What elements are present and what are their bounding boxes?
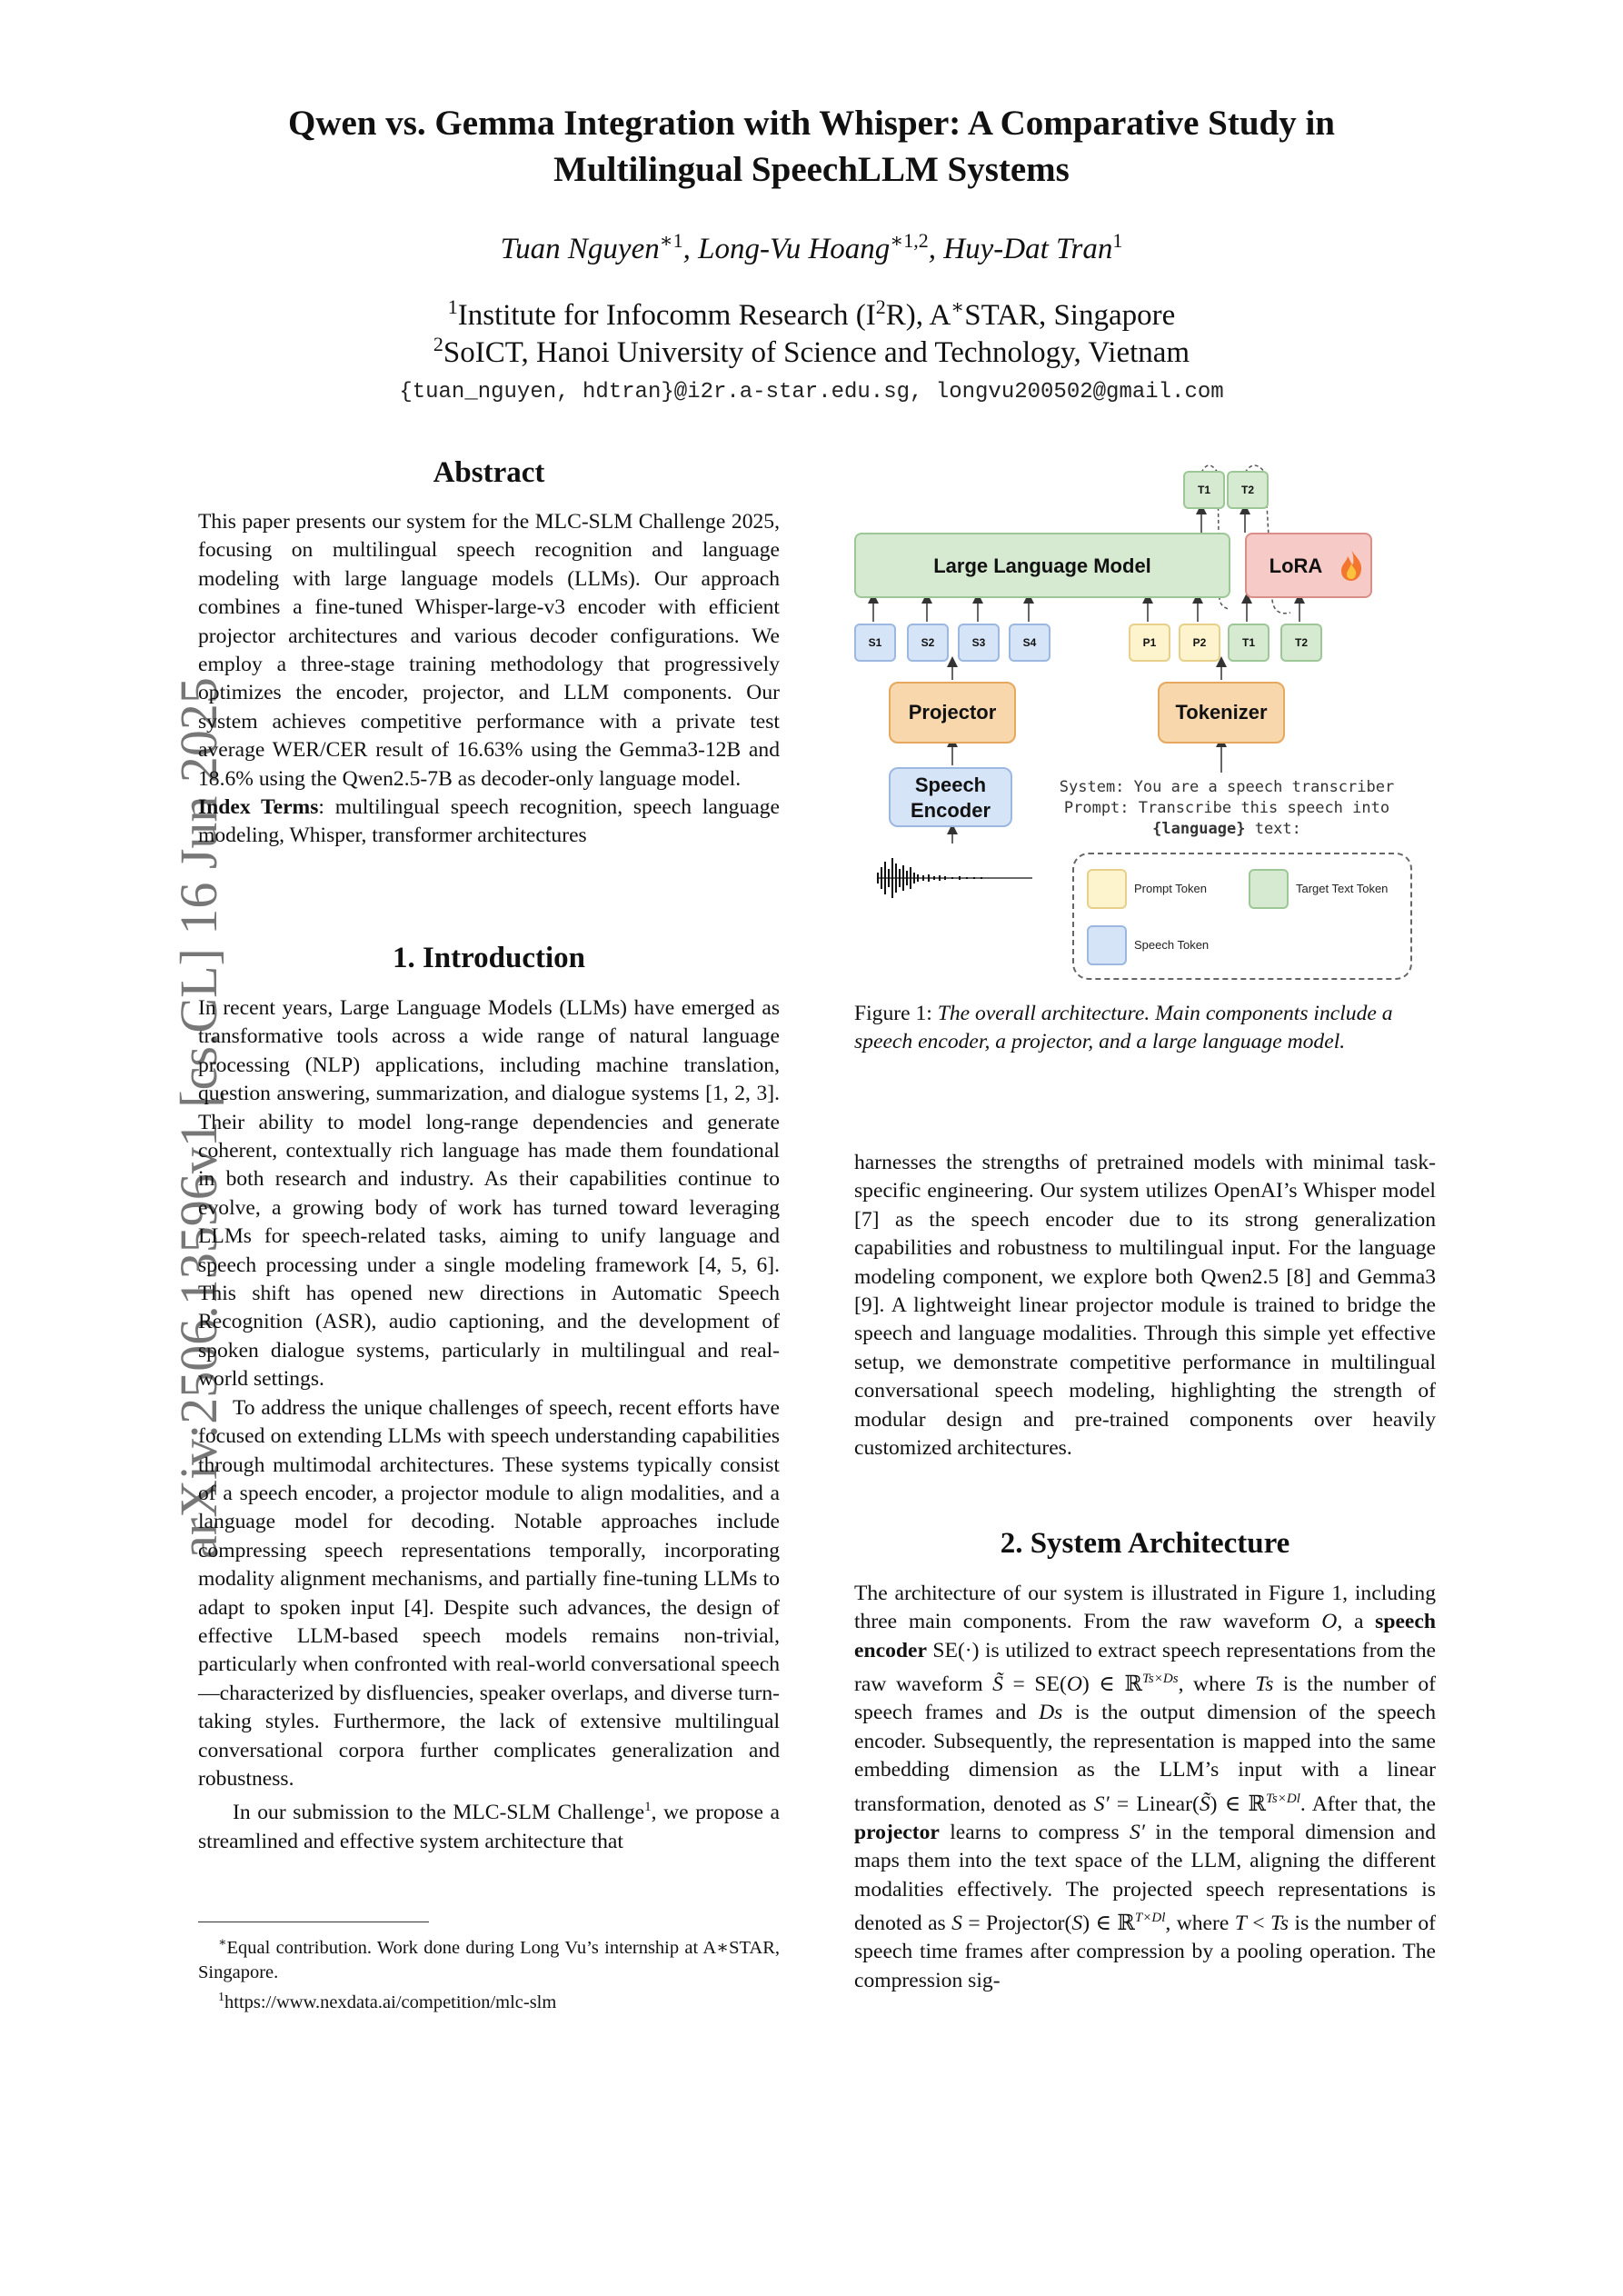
lora-label: LoRA xyxy=(1269,554,1323,577)
caption-text: The overall architecture. Main components include a speech encoder, a projector, and a large language model. xyxy=(854,1002,1393,1054)
arch-t18: is the number of speech time frames after compression by a pooling operation. The compression sig- xyxy=(854,1912,1436,1992)
abstract-text: This paper presents our system for the MLC-SLM Challenge 2025, focusing on multilingual speech recognition and language modeling with large language models (LLMs). Our approach combines a fine-tuned Whisper-large-v3 encoder with efficient projector architectures and various decoder configurations. We employ a three-stage training methodology that progressively optimizes the encoder, projector, and LLM components. Our system achieves competitive performance with a private test average WER/CER result of 16.63% using the Gemma3-12B and 18.6% using the Qwen2.5-7B as decoder-only language model. xyxy=(198,510,780,791)
arch-bold-projector: projector xyxy=(854,1820,940,1844)
affiliation-1-sup2: 2 xyxy=(875,295,886,318)
output-token-t2: T2 xyxy=(1227,471,1269,509)
legend-speech-swatch xyxy=(1087,925,1127,965)
large-language-model-block xyxy=(854,533,1230,598)
affiliation-1-sup: 1 xyxy=(447,295,458,318)
math-Ts-2: Ts xyxy=(1270,1912,1289,1936)
affiliation-1-post: R), A xyxy=(885,299,951,332)
title-line-1: Qwen vs. Gemma Integration with Whisper: A Comparative Study in xyxy=(288,104,1335,143)
affiliation-1-pre: Institute for Infocomm Research (I xyxy=(457,299,876,332)
math-exp-3: T×Dl xyxy=(1134,1911,1166,1926)
affiliation-1 xyxy=(136,295,1487,333)
affiliation-2-text: SoICT, Hanoi University of Science and Technology, Vietnam xyxy=(443,336,1190,369)
arch-t4: = SE( xyxy=(1002,1672,1067,1697)
affiliation-2 xyxy=(136,333,1487,370)
speech-token-s1: S1 xyxy=(854,624,896,662)
affiliation-2-sup: 2 xyxy=(433,333,443,355)
system-architecture-heading: 2. System Architecture xyxy=(1000,1527,1290,1560)
affiliation-1-star: ∗ xyxy=(951,295,965,318)
system-architecture-body xyxy=(854,1580,1436,1995)
author-3-sup: 1 xyxy=(1112,229,1123,252)
arch-t11: . After that, the xyxy=(1299,1792,1436,1816)
prompt-token-p2: P2 xyxy=(1179,624,1220,662)
llm-label: Large Language Model xyxy=(933,554,1151,577)
index-terms-text: : multilingual speech recognition, speech language modeling, Whisper, transformer architectures xyxy=(198,795,780,848)
target-token-t1: T1 xyxy=(1228,624,1270,662)
math-S-tilde: S̃ xyxy=(992,1672,1003,1697)
arch-t12: learns to compress xyxy=(939,1820,1130,1844)
arch-t8: is the output dimension of the speech encoder. Subsequently, the representation is mapped into the same embedding dimension as the LLM’s input with a linear transformation, denoted as xyxy=(854,1701,1436,1816)
intro-p3-post: , we propose a streamlined and effective system architecture that xyxy=(198,1801,780,1853)
arch-t13: in the temporal dimension and maps them into the text space of the LLM, aligning the different modalities effectively. The projected speech representations is denoted as xyxy=(854,1820,1436,1936)
lora-block xyxy=(1245,533,1372,598)
math-S-prime: S′ xyxy=(1093,1792,1110,1816)
system-prompt-line-3-rest: text: xyxy=(1245,820,1301,838)
author-3: Huy-Dat Tran xyxy=(943,233,1113,265)
footnote-star-mark: ∗ xyxy=(218,1936,227,1950)
waveform-icon xyxy=(878,858,1032,898)
arch-t17: < xyxy=(1246,1912,1270,1936)
legend-target-label: Target Text Token xyxy=(1296,882,1389,895)
footnote-one-text: https://www.nexdata.ai/competition/mlc-slm xyxy=(224,1992,557,2012)
arch-t16: , where xyxy=(1165,1912,1235,1936)
footnotes xyxy=(198,1931,780,2015)
legend-target-swatch xyxy=(1249,869,1289,909)
projector-block: Projector xyxy=(889,682,1016,744)
footnote-url xyxy=(198,1985,780,2015)
intro-paragraph-2: To address the unique challenges of speech, recent efforts have focused on extending LLMs with speech understanding capabilities through multimodal architectures. These systems typically consist of a speech encoder, a projector module to align modalities, and a language model for decoding. Notable approaches include compressing speech representations temporally, incorporating modality alignment mechanisms, and partially fine-tuning LLMs to adapt to spoken input [4]. Despite such advances, the design of effective LLM-based speech models remains non-trivial, particularly when confronted with real-world conversational speech—characterized by disfluencies, speaker overlaps, and diverse turn-taking styles. Furthermore, the lack of extensive multilingual conversational corpora further complicates generalization and robustness. xyxy=(198,1395,780,1791)
introduction-body xyxy=(198,994,780,1856)
intro-p3-pre: In our submission to the MLC-SLM Challenge xyxy=(233,1801,645,1825)
arch-t7: is the number of speech frames and xyxy=(854,1672,1436,1725)
fire-icon xyxy=(1338,547,1365,582)
footnote-equal xyxy=(198,1931,780,1985)
math-O: O xyxy=(1321,1610,1338,1634)
arch-t2: , a xyxy=(1337,1610,1376,1634)
index-terms-label: Index Terms xyxy=(198,795,319,820)
author-1-sup: ∗1 xyxy=(659,229,683,252)
index-terms xyxy=(198,794,780,851)
encoder-label-2: Encoder xyxy=(910,799,991,822)
legend-prompt-label: Prompt Token xyxy=(1134,882,1207,895)
speech-encoder-block xyxy=(889,767,1012,827)
language-placeholder: {language} xyxy=(1152,820,1246,838)
figure-legend xyxy=(1072,853,1412,980)
legend-speech-label: Speech Token xyxy=(1134,938,1210,952)
affiliation-1-end: STAR, Singapore xyxy=(964,299,1176,332)
prompt-token-p1: P1 xyxy=(1129,624,1170,662)
system-prompt xyxy=(1027,777,1427,840)
speech-token-s2: S2 xyxy=(907,624,949,662)
footnote-one-mark: 1 xyxy=(218,1990,224,2004)
math-Ts: Ts xyxy=(1255,1672,1274,1697)
math-S-tilde-2: S̃ xyxy=(1199,1792,1210,1816)
speech-token-s3: S3 xyxy=(958,624,1000,662)
caption-label: Figure 1: xyxy=(854,1002,938,1025)
arch-t5: ) ∈ ℝ xyxy=(1081,1672,1142,1697)
math-T: T xyxy=(1234,1912,1247,1936)
arch-t3: SE(·) is utilized to extract speech representations from the raw waveform xyxy=(854,1638,1436,1697)
arch-t9: = Linear( xyxy=(1109,1792,1200,1816)
math-S: S xyxy=(951,1912,962,1936)
arch-t6: , where xyxy=(1178,1672,1256,1697)
footnote-star-text: Equal contribution. Work done during Long Vu’s internship at A∗STAR, Singapore. xyxy=(198,1937,780,1982)
introduction-heading: 1. Introduction xyxy=(392,942,586,974)
paper-title xyxy=(136,100,1487,193)
arxiv-stamp: arXiv:2506.13596v1 [cs.CL] 16 Jun 2025 xyxy=(169,677,228,1559)
arch-t14: = Projector( xyxy=(961,1912,1072,1936)
intro-paragraph-1: In recent years, Large Language Models (LLMs) have emerged as transformative tools across a wide range of natural language processing (NLP) applications, including machine translation, question answering, summarization, and dialogue systems [1, 2, 3]. Their ability to model long-range dependencies and generate coherent, contextually rich language has made them foundational in both research and industry. As their capabilities continue to evolve, a growing body of work has turned toward leveraging LLMs for speech-related tasks, aiming to unify language and speech processing under a single modeling framework [4, 5, 6]. This shift has opened new directions in Automatic Speech Recognition (ASR), audio captioning, and the development of spoken dialogue systems, particularly in multilingual and real-world settings. xyxy=(198,996,780,1392)
math-Ds: Ds xyxy=(1039,1701,1063,1725)
title-line-2: Multilingual SpeechLLM Systems xyxy=(553,150,1070,189)
target-token-t2: T2 xyxy=(1280,624,1322,662)
legend-prompt-swatch xyxy=(1087,869,1127,909)
arch-bold-speech-encoder: speech encoder xyxy=(854,1610,1436,1662)
intro-paragraph-3 xyxy=(198,1793,780,1856)
speech-token-s4: S4 xyxy=(1009,624,1050,662)
math-exp-2: Ts×Dl xyxy=(1265,1791,1300,1806)
author-1: Tuan Nguyen xyxy=(500,233,660,265)
output-token-t1: T1 xyxy=(1183,471,1225,509)
contact-emails: {tuan_nguyen, hdtran}@i2r.a-star.edu.sg, longvu200502@gmail.com xyxy=(399,380,1224,404)
author-2-sup: ∗1,2 xyxy=(890,229,929,252)
math-S-2: S xyxy=(1071,1912,1083,1936)
math-S-prime-2: S′ xyxy=(1130,1820,1145,1844)
author-list: Tuan Nguyen$^{∗1}$, Long-Vu Hoang$^{∗1,2}$, Huy-Dat Tran$^1$ xyxy=(500,229,1123,265)
author-2: Long-Vu Hoang xyxy=(698,233,891,265)
arch-t10: ) ∈ ℝ xyxy=(1210,1792,1266,1816)
intro-continuation: harnesses the strengths of pretrained models with minimal task-specific engineering. Our system utilizes OpenAI’s Whisper model [7] as the speech encoder due to its strong generalization capabilities and robustness to multilingual input. For the language modeling component, we explore both Qwen2.5 [8] and Gemma3 [9]. A lightweight linear projector module is trained to bridge the speech and language modalities. Through this simple yet effective setup, we demonstrate competitive performance in multilingual conversational speech modeling, highlighting the strength of modular design and pre-trained components over heavily customized architectures. xyxy=(854,1151,1436,1461)
intro-p3-sup: 1 xyxy=(644,1800,652,1815)
encoder-label-1: Speech xyxy=(914,774,987,796)
math-O-2: O xyxy=(1066,1672,1082,1697)
figure-caption xyxy=(854,1000,1436,1057)
system-prompt-line-3 xyxy=(1027,819,1427,840)
arch-paragraph xyxy=(854,1580,1436,1995)
math-exp-1: Ts×Ds xyxy=(1141,1672,1179,1687)
figure-architecture xyxy=(854,464,1436,982)
abstract-heading: Abstract xyxy=(433,456,545,489)
arch-t1: The architecture of our system is illustrated in Figure 1, including three main components. From the raw waveform xyxy=(854,1582,1436,1634)
tokenizer-block: Tokenizer xyxy=(1158,682,1285,744)
arch-t15: ) ∈ ℝ xyxy=(1082,1912,1135,1936)
system-prompt-line-2: Prompt: Transcribe this speech into xyxy=(1063,799,1390,817)
system-prompt-line-1: System: You are a speech transcriber xyxy=(1059,778,1395,796)
abstract-body xyxy=(198,508,780,851)
